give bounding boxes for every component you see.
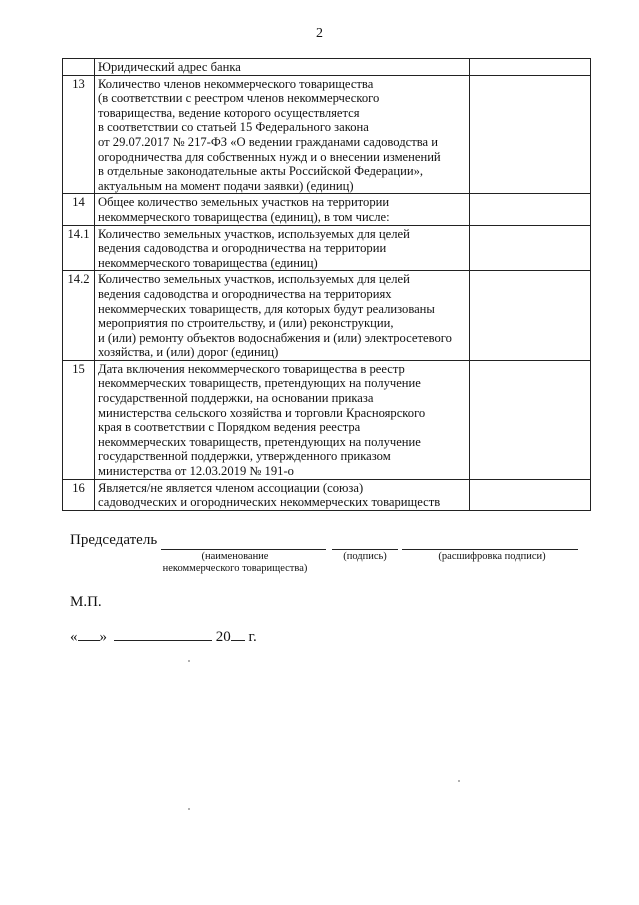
row-description: Общее количество земельных участков на территории некоммерческого товарищества (единиц), в том числе: (95, 194, 470, 225)
year-field[interactable] (231, 628, 245, 641)
stamp-label: М.П. (70, 594, 102, 610)
signature-decode-caption: (расшифровка подписи) (438, 551, 546, 562)
month-field[interactable] (114, 628, 212, 641)
form-table (62, 58, 591, 511)
row-number: 13 (63, 75, 95, 194)
row-value-cell[interactable] (470, 271, 591, 361)
date-close-quote: » (99, 629, 107, 645)
row-number (63, 59, 95, 76)
row-number: 14.1 (63, 225, 95, 271)
row-value-cell[interactable] (470, 225, 591, 271)
signature-block (70, 532, 610, 582)
row-description: Является/не является членом ассоциации (союза) садоводческих и огороднических некоммерческих товариществ (95, 479, 470, 510)
row-description: Количество земельных участков, используемых для целей ведения садоводства и огородничества на территориях некоммерческих товариществ, для которых будут реализованы мероприятия по строительству, и (или) реконструкции, и (или) ремонту объектов водоснабжения и (или) электросетевого хозяйства, и (или) дорог (единиц) (95, 271, 470, 361)
table-row-13 (63, 75, 591, 194)
row-value-cell[interactable] (470, 360, 591, 479)
organization-name-caption: (наименование некоммерческого товарищества) (162, 551, 308, 574)
row-value-cell[interactable] (470, 479, 591, 510)
year-suffix: г. (244, 629, 257, 645)
row-value-cell[interactable] (470, 194, 591, 225)
table-row-15 (63, 360, 591, 479)
row-value-cell[interactable] (470, 59, 591, 76)
scan-speck (188, 808, 190, 810)
table-row-16 (63, 479, 591, 510)
year-prefix: 20 (215, 629, 231, 645)
row-description: Юридический адрес банка (95, 59, 470, 76)
row-number: 14.2 (63, 271, 95, 361)
signature-line[interactable] (332, 549, 398, 550)
page-number: 2 (316, 26, 323, 41)
scan-speck (188, 660, 190, 662)
day-field[interactable] (78, 628, 100, 641)
table-row-bank-address (63, 59, 591, 76)
row-number: 14 (63, 194, 95, 225)
date-line (70, 628, 257, 646)
row-description: Количество членов некоммерческого товарищества (в соответствии с реестром членов некоммерческого товарищества, ведение которого осуществляется в соответствии со статьей 15 Федерального закона от 29.07.2017 № 217-ФЗ «О ведении гражданами садоводства и огородничества для собственных нужд и о внесении изменений в отдельные законодательные акты Российской Федерации», актуальным на момент подачи заявки) (единиц) (95, 75, 470, 194)
table-row-14 (63, 194, 591, 225)
row-description: Количество земельных участков, используемых для целей ведения садоводства и огородничества на территории некоммерческого товарищества (единиц) (95, 225, 470, 271)
scan-speck (458, 780, 460, 782)
chairman-label: Председатель (70, 532, 158, 548)
row-number: 16 (63, 479, 95, 510)
signature-decode-line[interactable] (402, 549, 578, 550)
table-row-14-1 (63, 225, 591, 271)
signature-caption: (подпись) (343, 551, 387, 562)
row-description: Дата включения некоммерческого товарищества в реестр некоммерческих товариществ, претендующих на получение государственной поддержки, на основании приказа министерства сельского хозяйства и торговли Красноярского края в соответствии с Порядком ведения реестра некоммерческих товариществ, претендующих на получение государственной поддержки, утвержденного приказом министерства от 12.03.2019 № 191-о (95, 360, 470, 479)
row-number: 15 (63, 360, 95, 479)
table-row-14-2 (63, 271, 591, 361)
organization-name-line[interactable] (161, 549, 326, 550)
row-value-cell[interactable] (470, 75, 591, 194)
date-open-quote: « (70, 629, 78, 645)
